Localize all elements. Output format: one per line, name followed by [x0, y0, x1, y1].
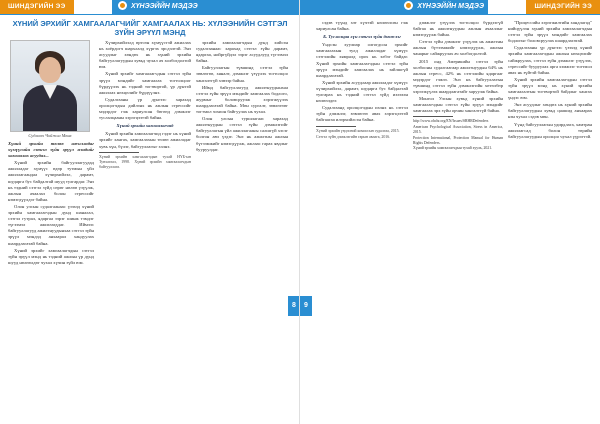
paragraph: Үүнд байгууллагын удирдлага, хамтран ажиллагсад болон төрийн байгууллагуудын оролцоо чухал үүрэгтэй.: [508, 121, 592, 139]
footnote: Хүний эрхийн хамгаалагчдын тухай НҮБ-ын Тунхаглал, 1998. Хүний эрхийн хамгаалагчдын байгууллага.: [99, 154, 191, 169]
reference-rule: [413, 116, 453, 117]
reference: http://www.ohchr.org/EN/Issues/SRHRDefenders: [413, 119, 489, 124]
left-section-tab: ШИНДЭГИЙН ЭЭ: [0, 0, 74, 14]
paragraph: Хүний эрхийн хамгаалагчид гэдэг нь хүний эрхийг хангах, хамгаалахын төлөө ажилладаг хувь хүн, бүлэг, байгууллагыг хэлнэ.: [99, 131, 191, 149]
right-section-tab: ШИНДЭГИЙН ЭЭ: [526, 0, 600, 14]
paragraph: эрхийн хамгаалагчдын дунд хийсэн судалгаанаас харахад сэтгэл зүйн дарамт, ядаргаа, нойргүйдэл зэрэг асуудлууд түгээмэл байна.: [196, 40, 288, 64]
right-header-rule: [300, 14, 600, 15]
right-header: [300, 0, 600, 14]
paragraph: Хүчирхийлэлд өртсөн хүмүүстэй ажиллах нь хоёрдогч шархлалд хүргэх эрсдэлтэй. Энэ асуудлыг хөндөх нь хүний эрхийн байгууллагуудын хувьд чухал ач холбогдолтой юм.: [99, 40, 191, 70]
paragraph: "Процессийн хэрэгжилтийн хандлагад" нийцүүлэн хүний эрхийн хамгаалагчдын сэтгэл зүйн эрүүл мэндийг хамгаалах бодлогыг боловсруулах шаардлагатай.: [508, 20, 592, 44]
right-column-2: [413, 20, 503, 416]
right-column-3: [508, 20, 592, 416]
photo-caption: Судлаач Чойжил Мөнх: [28, 133, 72, 138]
left-journal-name: ХҮНЭЭЙЙН МЭДЭЭ: [131, 3, 198, 10]
author-photo: [10, 40, 90, 132]
reference: Protection International, Protection Manual for Human Rights Defenders.: [413, 135, 503, 145]
footnote: Хүний эрхийн үндэсний комиссын судалгаа, 2015.: [316, 128, 400, 133]
paragraph: Хүний эрхийн асуудлаар ажилладаг хүмүүс хүчирхийлэл, дарамт, шударга бус байдалтай тулгарах нь тэдний сэтгэл зүйд ихээхэн нөлөөлдөг.: [316, 79, 408, 104]
paragraph: Хүний эрхийг хамгаалагчдын сэтгэл зүйн эрүүл мэнд нь тэдний ажлын үр дүнд шууд нөлөөлдөг чухал хүчин зүйл юм.: [8, 247, 94, 265]
paragraph: Хүний эрхийн байгууллагуудад ажилладаг хүмүүс өдөр тутмын үйл ажиллагаандаа хүчирхийлэл, дарамт, шударга бус байдалтай шууд тулгардаг. Энэ нь тэдний сэтгэл зүйд сөрөг нөлөө үзүүлж, ажлын ачаалал болон стрессийг нэмэгдүүлдэг байна.: [8, 160, 94, 202]
journal-logo-icon: [118, 1, 127, 10]
footnote-rule: [99, 152, 139, 153]
paragraph: дэмжлэг үзүүлэх тогтолцоо бүрдээгүй байгаа нь ажилтнуудын ажлын ачааллыг нэмэгдүүлж байна.: [413, 20, 503, 38]
subheading: Хүний эрхийн хамгаалагчид: [116, 123, 174, 129]
left-page-number: 8: [288, 296, 300, 316]
paragraph: Энэ асуудлыг хөндөх нь хүний эрхийн байгууллагуудын хувьд цаашид анхаарах нэн чухал сэдэв мөн.: [508, 102, 592, 120]
reference: Хүний эрхийн хамгаалагчдын тухай хууль, 2021.: [413, 146, 493, 151]
right-column-1: [316, 20, 408, 416]
left-journal-band: [112, 0, 300, 14]
journal-logo-icon: [404, 1, 413, 10]
paragraph: Сэтгэл зүйн дэмжлэг үзүүлэх нь ажилтны ажлын бүтээмжийг нэмэгдүүлж, ажлын чанарыг сайжруулах ач холбогдолтой.: [413, 39, 503, 57]
paragraph: Олон улсын туршлагаас харахад ажилтнуудын сэтгэл зүйн дэмжлэгийг байгууллагын үйл ажиллагааны салшгүй хэсэг болгон авч үздэг. Энэ нь ажилтны ажлын бүтээмжийг нэмэгдүүлж, ажлаас гарах явдлыг бууруулдаг.: [196, 116, 288, 152]
article-title: ХҮНИЙ ЭРХИЙГ ХАМГААЛАГЧИЙГ ХАМГААЛАХ НЬ: ХҮЛЭЭНИЙН СЭТГЭЛ ЗҮЙН ЭРҮҮЛ МЭНД: [12, 19, 288, 37]
reference: American Psychological Association, Stress in America, 2015.: [413, 125, 503, 134]
paragraph: Судалгааны үр дүнгээс харахад оролцогчдын дийлэнх нь ажлын стрессийг мэдэрдэг гэж хариулсан бөгөөд дэмжлэг туслалцааны хэрэгцээтэй байна.: [99, 96, 191, 121]
left-header-rule: [0, 14, 300, 15]
left-column-3: [196, 40, 288, 416]
paragraph: Хүний эрхийн хамгаалагчдын сэтгэл зүйн эрүүл мэнд нь хүний эрхийн хамгаалалтын тогтвортой байдлыг хангах үндэс юм.: [508, 76, 592, 101]
paragraph: Үндсэн хуулиар олгогдсон эрхийг хамгаалахын тулд ажилладаг хүмүүс сэтгэлийн хямралд орох нь элбэг байдаг. Хүний эрхийн хамгаалагчдын сэтгэл зүйн эрүүл мэндийг хамгаалах нь зайлшгүй шаардлагатай.: [316, 42, 408, 78]
paragraph: Судалгааны үр дүнгээс үзэхэд хүний эрхийн хамгаалагчдын ажлын нөхцөлийг сайжруулах, сэтгэл зүйн дэмжлэг үзүүлэх, стрессийг бууруулах арга хэмжээг тогтмол авах нь зүйтэй байна.: [508, 45, 592, 75]
left-header: [0, 0, 300, 14]
right-page: [300, 0, 600, 424]
right-journal-band: [300, 0, 488, 14]
paragraph: Байгууллагын түвшинд сэтгэл зүйн зөвлөгөө, хяналт, дэмжлэг үзүүлэх тогтолцоо хангалтгүй хэвээр байна.: [196, 65, 288, 83]
footnote: Сэтгэл зүйн дэмжлэгийн гарын авлага, 2016.: [316, 134, 391, 139]
paragraph: Иймд байгууллагууд ажилтнуудынхаа сэтгэл зүйн эрүүл мэндийг хамгаалах бодлого, журмыг боловсруулж хэрэгжүүлэх шаардлагатай байна. Мөн сургалт, зөвлөгөөг тогтмол зохион байгуулах нь чухал.: [196, 84, 288, 115]
footnote-rule: [316, 126, 356, 127]
paragraph: Монгол Улсын хувьд хүний эрхийн хамгаалагчдын сэтгэл зүйн эрүүл мэндийг хамгаалах эрх зүйн орчин хангалтгүй байна.: [413, 96, 503, 114]
paragraph: Хүний эрхийг хамгаалагчдын сэтгэл зүйн эрүүл мэндийг хамгаалах тогтолцоог бүрдүүлэх нь тэдний тогтвортой, үр дүнтэй ажиллах нөхцөлийг бүрдүүлнэ.: [99, 71, 191, 95]
right-journal-name: ХҮНЭЭЙЙН МЭДЭЭ: [417, 3, 484, 10]
paragraph: 2015 онд Америкийн сэтгэл зүйн холбооны судалгаагаар ажилтнуудын 64% нь ажлын стресс, 42% нь сэтгэлийн ядаргааг мэдэрдэг гэжээ. Энэ нь байгууллагын түвшинд сэтгэл зүйн дэмжлэгийн хөтөлбөр хэрэгжүүлэх шаардлагатайг харуулж байна.: [413, 58, 503, 95]
left-column-2: [99, 40, 191, 416]
subheading: Б. Туслалцаа хүн сэтгэл зүйн дэмжлэг: [323, 34, 401, 40]
left-column-1: [8, 141, 94, 415]
paragraph: Олон улсын судалгаанаас үзэхэд хүний эрхийн хамгаалагчдын дунд шаналал, сэтгэл гутрал, ядаргаа зэрэг шинж тэмдэг түгээмэл ажиглагддаг. Иймээс байгууллагууд ажилтнуудынхаа сэтгэл зүйн эрүүл мэндэд анхаарал хандуулах шаардлагатай байна.: [8, 203, 94, 246]
right-page-number: 9: [300, 296, 312, 316]
paragraph: Судалгаанд оролцогчдын ихэнх нь сэтгэл зүйн дэмжлэг, зөвлөгөө авах хэрэгцээтэй байгаагаа илэрхийлсэн байна.: [316, 105, 408, 123]
paragraph: сэдэв түүнд хэт хүчтэй нөлөөлсөн гэж хариулсан байна.: [316, 20, 408, 32]
lead-paragraph: Хүний эрхийн төлөө ажилладаг хүмүүсийн сэтгэл зүйн эрүүл мэндийг хамгаалах асуудал...: [8, 141, 94, 159]
